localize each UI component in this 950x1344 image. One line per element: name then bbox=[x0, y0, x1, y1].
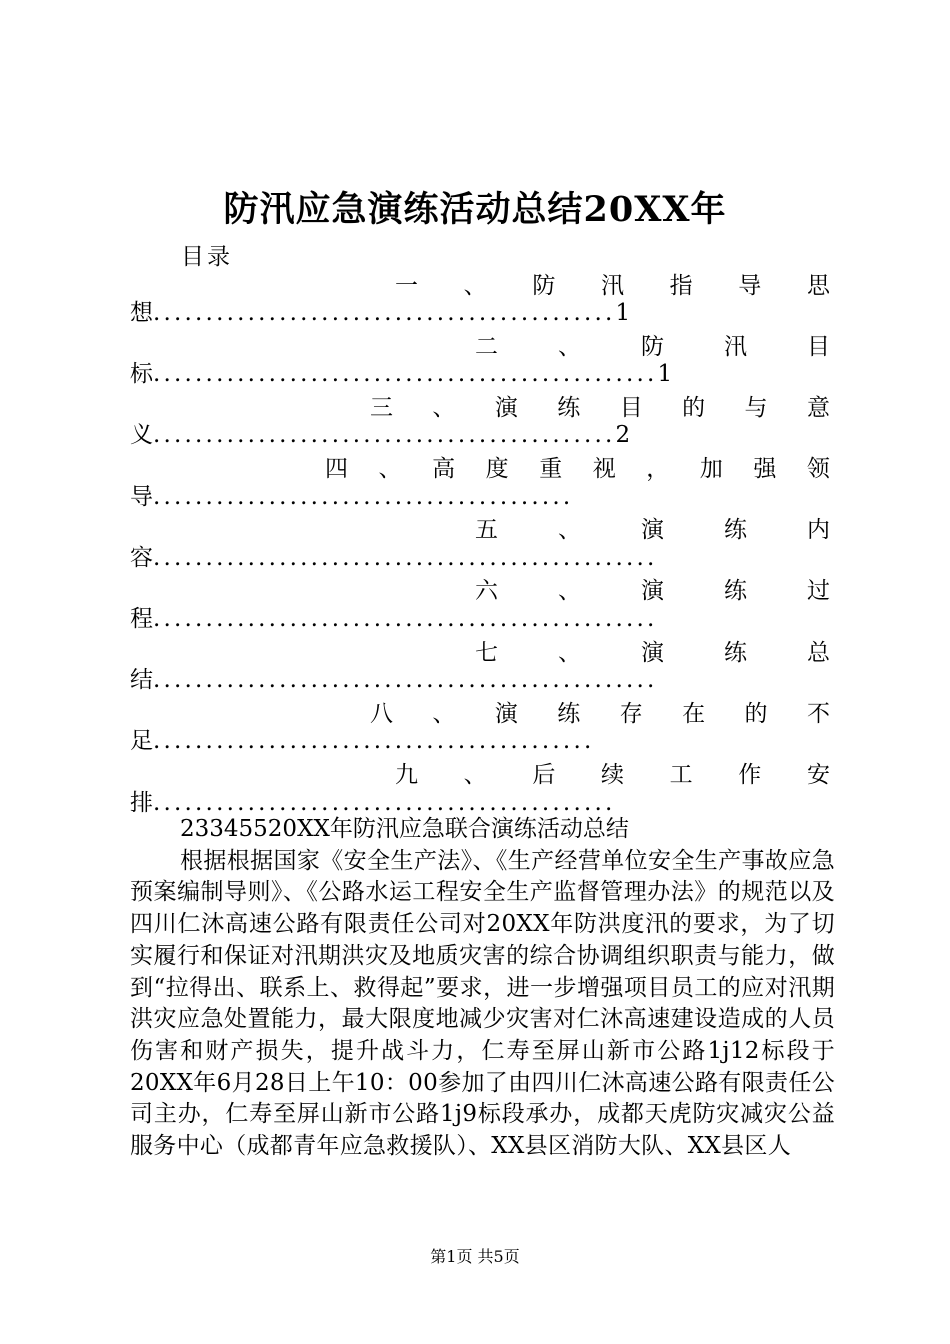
toc-entry bbox=[130, 450, 830, 511]
toc-heading-char: 意 bbox=[806, 394, 830, 421]
toc-page-number: 1 bbox=[615, 300, 631, 326]
toc-heading-char: 与 bbox=[744, 394, 768, 421]
toc-heading-char: 演 bbox=[494, 394, 518, 421]
toc-entry bbox=[130, 572, 830, 633]
toc-heading-char: 在 bbox=[682, 700, 706, 727]
toc-heading-char: 练 bbox=[724, 517, 747, 544]
toc-dot-leader: ............................................ bbox=[153, 789, 616, 816]
toc-heading-char: 练 bbox=[557, 700, 581, 727]
toc-page-number: 1 bbox=[657, 361, 673, 388]
toc-heading-char: 防 bbox=[532, 272, 556, 299]
toc-heading-char: 、 bbox=[463, 272, 487, 299]
toc-heading-char: 内 bbox=[807, 517, 830, 544]
toc-heading-char: 度 bbox=[485, 456, 509, 483]
toc-heading-char: 六 bbox=[475, 578, 498, 605]
toc-page-number: 2 bbox=[615, 422, 631, 449]
toc-entry-leader bbox=[130, 543, 658, 573]
toc-heading-last-char: 想 bbox=[130, 300, 153, 326]
toc-heading-char: 后 bbox=[532, 762, 556, 788]
toc-entry-heading bbox=[395, 756, 830, 790]
toc-heading-char: 一 bbox=[395, 272, 418, 299]
toc-entry-heading bbox=[395, 266, 830, 300]
toc-heading-char: 演 bbox=[494, 700, 518, 727]
toc-heading-last-char: 导 bbox=[130, 483, 153, 510]
toc-entry-heading bbox=[325, 450, 830, 484]
toc-heading-char: 八 bbox=[370, 700, 393, 727]
toc-heading-char: 续 bbox=[600, 762, 624, 788]
toc-heading-char: 、 bbox=[432, 700, 456, 727]
toc-heading-last-char: 义 bbox=[130, 422, 153, 449]
toc-heading-char: 演 bbox=[641, 639, 664, 666]
toc-heading-last-char: 排 bbox=[130, 789, 153, 816]
toc-heading-char: 的 bbox=[744, 700, 768, 727]
toc-dot-leader: ................................................ bbox=[153, 667, 658, 694]
toc-heading-char: 、 bbox=[558, 639, 581, 666]
toc-heading-last-char: 标 bbox=[130, 361, 153, 388]
toc-entry bbox=[130, 511, 830, 572]
toc-heading-char: 领 bbox=[806, 456, 830, 483]
toc-entry-leader bbox=[130, 482, 573, 512]
toc-entry-heading bbox=[475, 327, 830, 361]
toc-entry-heading bbox=[475, 572, 830, 606]
toc-heading-char: 导 bbox=[738, 272, 762, 299]
toc-heading-char: 加 bbox=[699, 456, 723, 483]
toc-heading-char: 练 bbox=[724, 578, 747, 605]
toc-heading-char: 不 bbox=[806, 700, 830, 727]
toc-heading-char: 指 bbox=[669, 272, 693, 299]
toc-heading-last-char: 足 bbox=[130, 728, 153, 755]
toc-heading-char: 目 bbox=[619, 394, 643, 421]
toc-heading-char: 高 bbox=[432, 456, 456, 483]
toc-heading-char: 、 bbox=[558, 578, 581, 605]
toc-heading: 目录 bbox=[181, 244, 233, 270]
toc-heading-char: 、 bbox=[463, 762, 487, 788]
toc-heading-char: 三 bbox=[370, 394, 393, 421]
toc-heading-char: 目 bbox=[807, 333, 830, 360]
toc-heading-char: 强 bbox=[753, 456, 777, 483]
toc-heading-char: 工 bbox=[669, 762, 693, 788]
toc-entry bbox=[130, 388, 830, 449]
toc-heading-char: 过 bbox=[807, 578, 830, 605]
toc-heading-char: 二 bbox=[475, 333, 498, 360]
toc-entry-heading bbox=[370, 694, 830, 728]
toc-entry-leader bbox=[130, 665, 658, 695]
toc-entry-leader bbox=[130, 298, 630, 328]
toc-entry-leader bbox=[130, 726, 594, 756]
body-text bbox=[130, 814, 835, 1163]
toc-dot-leader: ................................................ bbox=[153, 605, 658, 632]
page-footer: 第1页 共5页 bbox=[430, 1247, 520, 1266]
toc-heading-char: 总 bbox=[807, 639, 830, 666]
toc-entry-heading bbox=[475, 511, 830, 545]
toc-heading-last-char: 结 bbox=[130, 667, 153, 694]
toc-dot-leader: ................................................ bbox=[153, 361, 658, 388]
toc-heading-char: 五 bbox=[475, 517, 498, 544]
toc-heading-char: 演 bbox=[641, 517, 664, 544]
document-title: 防汛应急演练活动总结20XX年 bbox=[223, 189, 727, 230]
toc-entry bbox=[130, 756, 830, 817]
toc-heading-char: 七 bbox=[475, 639, 498, 666]
toc-entry-leader bbox=[130, 788, 616, 818]
toc-entry bbox=[130, 694, 830, 755]
toc-dot-leader: ........................................ bbox=[153, 483, 574, 510]
toc-heading-last-char: 程 bbox=[130, 605, 153, 632]
toc-heading-char: 练 bbox=[724, 639, 747, 666]
toc-heading-char: 演 bbox=[641, 578, 664, 605]
toc-heading-char: 存 bbox=[619, 700, 643, 727]
toc-entry-heading bbox=[475, 633, 830, 667]
toc-entry bbox=[130, 266, 830, 327]
toc-dot-leader: .......................................... bbox=[153, 728, 595, 755]
toc-heading-char: 四 bbox=[325, 456, 348, 483]
toc-heading-char: 、 bbox=[558, 517, 581, 544]
toc-heading-char: 汛 bbox=[600, 272, 624, 299]
toc-entry bbox=[130, 327, 830, 388]
toc-dot-leader: ............................................ bbox=[153, 422, 616, 449]
toc-heading-char: 九 bbox=[395, 762, 418, 788]
toc-dot-leader: ............................................ bbox=[153, 300, 616, 326]
table-of-contents bbox=[130, 266, 830, 817]
toc-entry bbox=[130, 633, 830, 694]
toc-heading-char: 防 bbox=[641, 333, 664, 360]
toc-heading-last-char: 容 bbox=[130, 544, 153, 571]
toc-entry-leader bbox=[130, 604, 658, 634]
toc-heading-char: 、 bbox=[378, 456, 402, 483]
toc-heading-char: 视 bbox=[592, 456, 616, 483]
toc-entry-leader bbox=[130, 359, 672, 389]
toc-heading-char: 安 bbox=[806, 762, 830, 788]
toc-heading-char: ， bbox=[646, 456, 670, 483]
toc-heading-char: 作 bbox=[738, 762, 762, 788]
toc-dot-leader: ................................................ bbox=[153, 544, 658, 571]
body-paragraph: 根据根据国家《安全生产法》、《生产经营单位安全生产事故应急预案编制导则》、《公路水运工程安全生产监督管理办法》的规范以及四川仁沐高速公路有限责任公司对20XX年防洪度汛的要求，为了切实履行和保证对汛期洪灾及地质灾害的综合协调组织职责与能力，做到“拉得出、联系上、救得起”要求，进一步增强项目员工的应对汛期洪灾应急处置能力，最大限度地减少灾害对仁沐高速建设造成的人员伤害和财产损失，提升战斗力，仁寿至屏山新市公路1j12标段于20XX年6月28日上午10：00参加了由四川仁沐高速公路有限责任公司主办，仁寿至屏山新市公路1j9标段承办，成都天虎防灾减灾公益服务中心（成都青年应急救援队）、XX县区消防大队、XX县区人 bbox=[130, 847, 835, 1160]
toc-heading-char: 重 bbox=[539, 456, 563, 483]
toc-heading-char: 练 bbox=[557, 394, 581, 421]
section-subtitle: 23345520XX年防汛应急联合演练活动总结 bbox=[180, 816, 629, 842]
toc-heading-char: 思 bbox=[806, 272, 830, 299]
toc-heading-char: 、 bbox=[432, 394, 456, 421]
toc-entry-leader bbox=[130, 420, 630, 450]
toc-heading-char: 的 bbox=[682, 394, 706, 421]
toc-entry-heading bbox=[370, 388, 830, 422]
toc-heading-char: 汛 bbox=[724, 333, 747, 360]
toc-heading-char: 、 bbox=[558, 333, 581, 360]
